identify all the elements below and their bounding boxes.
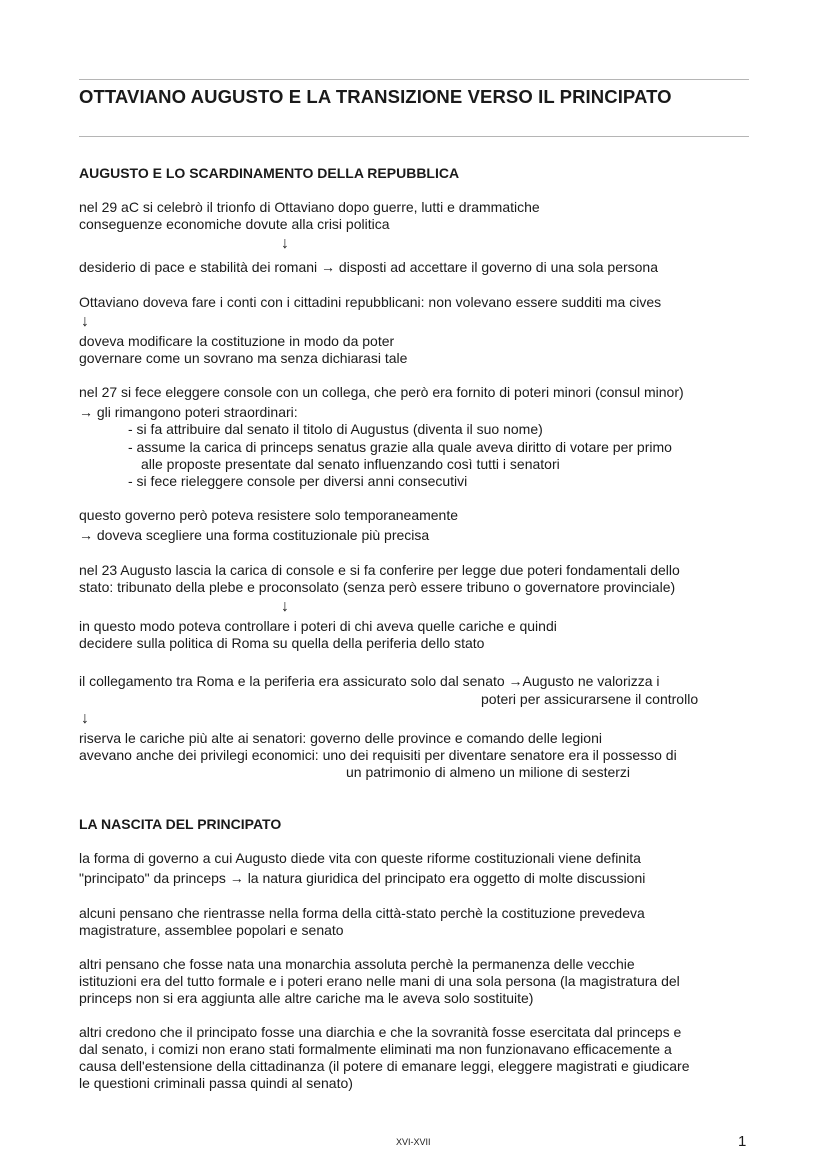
text-line: magistrature, assemblee popolari e senato xyxy=(79,922,344,938)
title-rule xyxy=(79,136,749,137)
text-line: la forma di governo a cui Augusto diede vita con queste riforme costituzionali viene definita xyxy=(79,850,641,866)
text-line: riserva le cariche più alte ai senatori: governo delle province e comando delle legioni xyxy=(79,730,602,746)
footer-label: XVI-XVII xyxy=(396,1137,431,1147)
down-arrow-icon: ↓ xyxy=(81,710,89,727)
list-item: - si fece rieleggere console per diversi anni consecutivi xyxy=(128,473,468,489)
text-line: conseguenze economiche dovute alla crisi politica xyxy=(79,216,390,232)
text-line: princeps non si era aggiunta alle altre cariche ma le aveva solo sostituite) xyxy=(79,990,534,1006)
section-heading-principato: LA NASCITA DEL PRINCIPATO xyxy=(79,816,282,832)
text-line: avevano anche dei privilegi economici: uno dei requisiti per diventare senatore era il possesso di xyxy=(79,747,677,763)
text-line: nel 27 si fece eleggere console con un collega, che però era fornito di poteri minori (consul minor) xyxy=(79,384,684,400)
text-line: causa dell'estensione della cittadinanza (il potere di emanare leggi, eleggere magistrati e giudicare xyxy=(79,1058,690,1074)
text-line: nel 29 aC si celebrò il trionfo di Ottaviano dopo guerre, lutti e drammatiche xyxy=(79,199,540,215)
text-line: "principato" da princeps → la natura giuridica del principato era oggetto di molte discussioni xyxy=(79,870,646,886)
down-arrow-icon: ↓ xyxy=(281,235,289,252)
section-heading-augusto: AUGUSTO E LO SCARDINAMENTO DELLA REPUBBLICA xyxy=(79,165,460,181)
list-item: - assume la carica di princeps senatus grazie alla quale aveva diritto di votare per primo xyxy=(128,439,672,455)
text-line: il collegamento tra Roma e la periferia era assicurato solo dal senato →Augusto ne valorizza i xyxy=(79,673,660,689)
text-line: questo governo però poteva resistere solo temporaneamente xyxy=(79,507,459,523)
page-number: 1 xyxy=(738,1133,747,1150)
text-line: le questioni criminali passa quindi al senato) xyxy=(79,1075,353,1091)
list-item-continuation: alle proposte presentate dal senato influenzando così tutti i senatori xyxy=(141,456,560,472)
text-line: altri pensano che fosse nata una monarchia assoluta perchè la permanenza delle vecchie xyxy=(79,956,635,972)
text-line: altri credono che il principato fosse una diarchia e che la sovranità fosse esercitata dal princeps e xyxy=(79,1024,682,1040)
text-line: doveva modificare la costituzione in modo da poter xyxy=(79,333,395,349)
text-line: desiderio di pace e stabilità dei romani → disposti ad accettare il governo di una sola persona xyxy=(79,259,659,275)
page-title: OTTAVIANO AUGUSTO E LA TRANSIZIONE VERSO IL PRINCIPATO xyxy=(79,86,672,107)
text-line: → doveva scegliere una forma costituzionale più precisa xyxy=(79,527,430,543)
text-line: dal senato, i comizi non erano stati formalmente eliminati ma non funzionavano efficacemente a xyxy=(79,1041,672,1057)
text-line: alcuni pensano che rientrasse nella forma della città-stato perchè la costituzione prevedeva xyxy=(79,905,645,921)
down-arrow-icon: ↓ xyxy=(281,598,289,615)
text-line: nel 23 Augusto lascia la carica di console e si fa conferire per legge due poteri fondamentali dello xyxy=(79,562,680,578)
text-line: stato: tribunato della plebe e proconsolato (senza però essere tribuno o governatore provinciale) xyxy=(79,579,676,595)
text-line: governare come un sovrano ma senza dichiarasi tale xyxy=(79,350,408,366)
text-line: → gli rimangono poteri straordinari: xyxy=(79,404,298,420)
down-arrow-icon: ↓ xyxy=(81,313,89,330)
text-line: istituzioni era del tutto formale e i poteri erano nelle mani di una sola persona (la magistratura del xyxy=(79,973,680,989)
text-line: decidere sulla politica di Roma su quella della periferia dello stato xyxy=(79,635,485,651)
top-rule xyxy=(79,79,749,80)
text-line: Ottaviano doveva fare i conti con i cittadini repubblicani: non volevano essere sudditi ma cives xyxy=(79,294,662,310)
text-line: poteri per assicurarsene il controllo xyxy=(481,691,699,707)
text-line: un patrimonio di almeno un milione di sesterzi xyxy=(346,764,631,780)
list-item: - si fa attribuire dal senato il titolo di Augustus (diventa il suo nome) xyxy=(128,421,543,437)
text-line: in questo modo poteva controllare i poteri di chi aveva quelle cariche e quindi xyxy=(79,618,557,634)
